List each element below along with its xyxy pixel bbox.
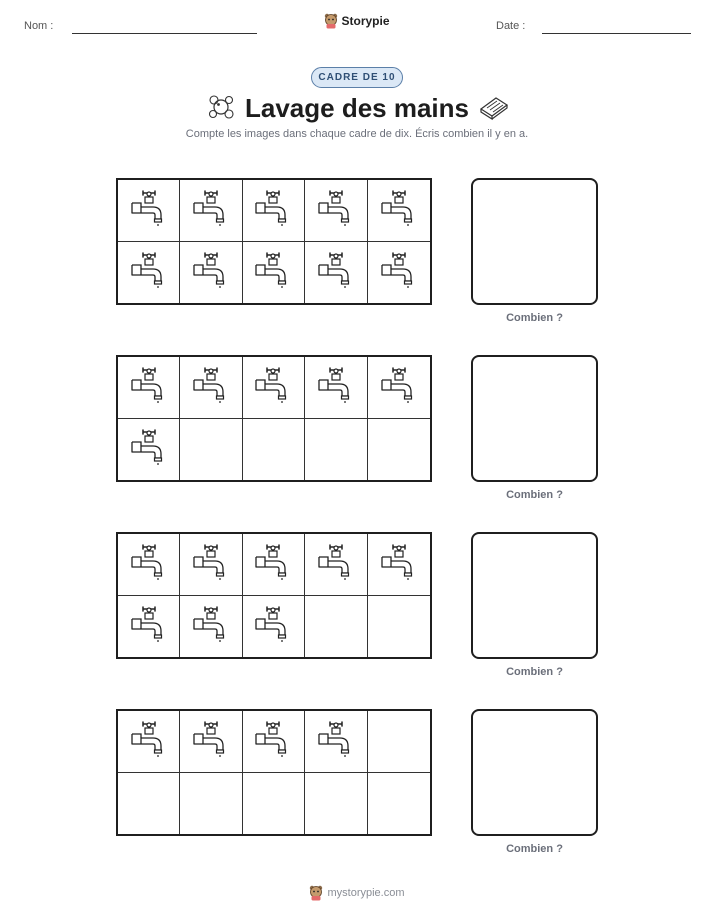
frame-cell xyxy=(368,711,430,773)
frame-cell xyxy=(305,357,367,419)
brand-logo xyxy=(0,13,714,29)
name-line[interactable] xyxy=(72,33,257,34)
frame-cell xyxy=(180,180,242,242)
frame-cell xyxy=(305,773,367,835)
faucet-icon xyxy=(129,605,169,648)
faucet-icon xyxy=(191,366,231,409)
answer-label-3: Combien ? xyxy=(506,666,563,678)
frame-cell xyxy=(243,357,305,419)
instructions: Compte les images dans chaque cadre de dix. Écris combien il y en a. xyxy=(185,128,529,140)
frame-cell xyxy=(368,419,430,481)
answer-box-2[interactable] xyxy=(471,355,598,482)
faucet-icon xyxy=(379,251,419,294)
date-line[interactable] xyxy=(542,33,691,34)
frame-cell xyxy=(368,180,430,242)
faucet-icon xyxy=(191,720,231,763)
frame-cell xyxy=(243,596,305,658)
frame-cell xyxy=(180,773,242,835)
frame-cell xyxy=(118,711,180,773)
faucet-icon xyxy=(379,543,419,586)
faucet-icon xyxy=(191,189,231,232)
faucet-icon xyxy=(191,605,231,648)
frame-cell xyxy=(243,242,305,304)
faucet-icon xyxy=(316,251,356,294)
faucet-icon xyxy=(191,251,231,294)
faucet-icon xyxy=(379,189,419,232)
category-badge: CADRE DE 10 xyxy=(311,67,403,88)
storypie-mascot-icon xyxy=(309,885,323,901)
frame-cell xyxy=(243,534,305,596)
frame-cell xyxy=(180,242,242,304)
answer-box-3[interactable] xyxy=(471,532,598,659)
frame-cell xyxy=(305,711,367,773)
faucet-icon xyxy=(253,189,293,232)
soap-bar-icon xyxy=(478,93,510,121)
frame-cell xyxy=(243,180,305,242)
frame-cell xyxy=(368,596,430,658)
faucet-icon xyxy=(129,251,169,294)
frame-cell xyxy=(305,180,367,242)
answer-label-2: Combien ? xyxy=(506,489,563,501)
faucet-icon xyxy=(316,720,356,763)
page-title: Lavage des mains xyxy=(245,93,469,123)
faucet-icon xyxy=(379,366,419,409)
faucet-icon xyxy=(253,605,293,648)
frame-cell xyxy=(305,419,367,481)
faucet-icon xyxy=(191,543,231,586)
answer-label-4: Combien ? xyxy=(506,843,563,855)
frame-cell xyxy=(180,711,242,773)
frame-cell xyxy=(243,711,305,773)
frame-cell xyxy=(305,596,367,658)
faucet-icon xyxy=(316,366,356,409)
frame-cell xyxy=(368,357,430,419)
ten-frame-2 xyxy=(116,355,432,482)
frame-cell xyxy=(180,419,242,481)
faucet-icon xyxy=(129,543,169,586)
frame-cell xyxy=(118,596,180,658)
faucet-icon xyxy=(253,366,293,409)
faucet-icon xyxy=(316,189,356,232)
ten-frame-1 xyxy=(116,178,432,305)
faucet-icon xyxy=(129,366,169,409)
faucet-icon xyxy=(129,720,169,763)
brand-name: Storypie xyxy=(341,14,390,28)
ten-frame-4 xyxy=(116,709,432,836)
frame-cell xyxy=(118,773,180,835)
faucet-icon xyxy=(253,543,293,586)
faucet-icon xyxy=(129,189,169,232)
frame-cell xyxy=(305,242,367,304)
frame-cell xyxy=(118,419,180,481)
answer-label-1: Combien ? xyxy=(506,312,563,324)
faucet-icon xyxy=(253,720,293,763)
faucet-icon xyxy=(253,251,293,294)
frame-cell xyxy=(180,534,242,596)
frame-cell xyxy=(368,534,430,596)
frame-cell xyxy=(180,596,242,658)
frame-cell xyxy=(368,773,430,835)
frame-cell xyxy=(118,242,180,304)
ten-frame-3 xyxy=(116,532,432,659)
faucet-icon xyxy=(129,428,169,471)
name-label: Nom : xyxy=(24,20,54,32)
frame-cell xyxy=(368,242,430,304)
footer xyxy=(0,885,714,901)
answer-box-1[interactable] xyxy=(471,178,598,305)
footer-url: mystorypie.com xyxy=(327,887,405,899)
storypie-mascot-icon xyxy=(324,13,338,29)
frame-cell xyxy=(180,357,242,419)
frame-cell xyxy=(243,773,305,835)
frame-cell xyxy=(305,534,367,596)
frame-cell xyxy=(118,180,180,242)
frame-cell xyxy=(243,419,305,481)
frame-cell xyxy=(118,534,180,596)
answer-box-4[interactable] xyxy=(471,709,598,836)
frame-cell xyxy=(118,357,180,419)
date-label: Date : xyxy=(496,20,526,32)
faucet-icon xyxy=(316,543,356,586)
